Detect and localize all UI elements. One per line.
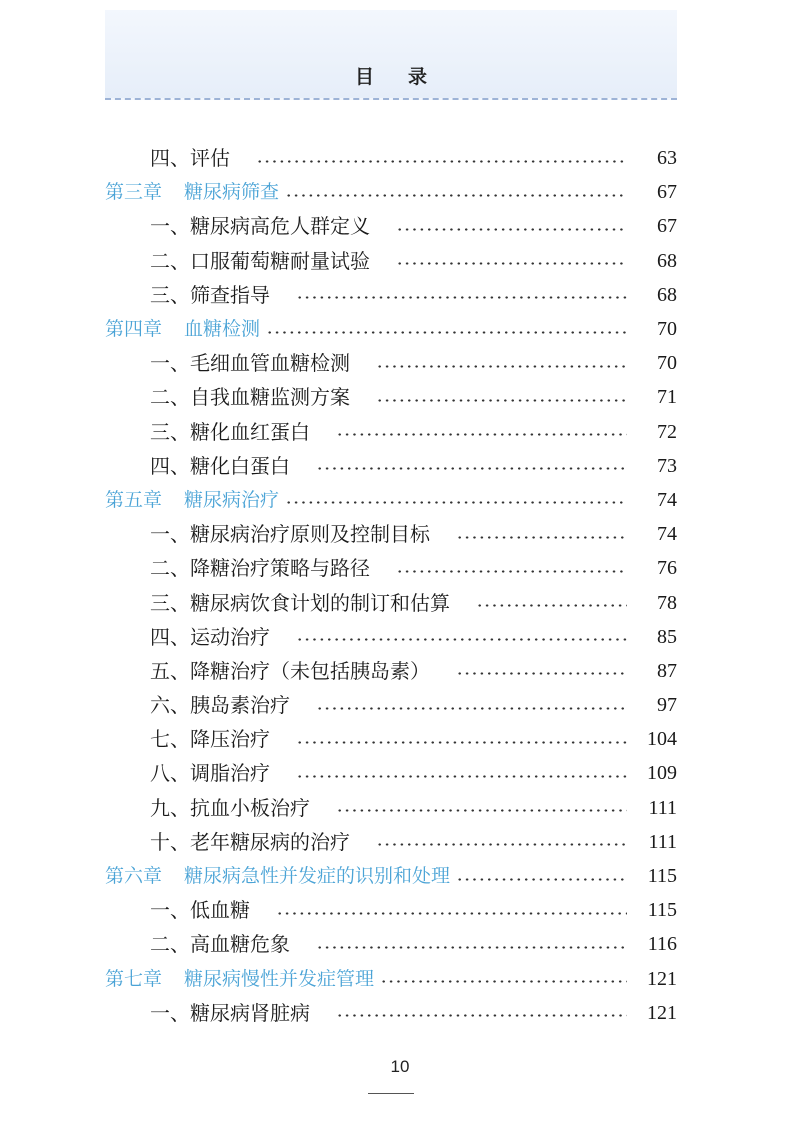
- entry-page-number: 121: [647, 1001, 677, 1024]
- section-title: 八、调脂治疗: [150, 761, 270, 786]
- entry-page-number: 87: [657, 659, 677, 682]
- entry-page-number: 74: [657, 488, 677, 511]
- page-number: 10: [390, 1057, 410, 1076]
- toc-chapter-entry[interactable]: [0, 962, 800, 996]
- entry-page-number: 67: [657, 215, 677, 238]
- dot-leader: [396, 228, 627, 231]
- toc-section-entry[interactable]: [0, 141, 800, 175]
- chapter-number: 第三章: [105, 181, 163, 204]
- entry-page-number: 85: [657, 625, 677, 648]
- section-title: 一、毛细血管血糖检测: [150, 351, 350, 376]
- entry-page-number: 111: [648, 830, 677, 853]
- dot-leader: [376, 843, 627, 846]
- section-title: 九、抗血小板治疗: [150, 795, 310, 820]
- toc-section-entry[interactable]: [0, 756, 800, 790]
- dot-leader: [456, 672, 627, 675]
- table-of-contents: [0, 141, 800, 1030]
- entry-page-number: 68: [657, 283, 677, 306]
- toc-chapter-entry[interactable]: [0, 312, 800, 346]
- toc-section-entry[interactable]: [0, 244, 800, 278]
- toc-section-entry[interactable]: [0, 517, 800, 551]
- toc-chapter-entry[interactable]: [0, 175, 800, 209]
- dot-leader: [316, 707, 627, 710]
- section-title: 三、糖化血红蛋白: [150, 419, 310, 444]
- dot-leader: [396, 570, 627, 573]
- dot-leader: [476, 604, 627, 607]
- chapter-name: 糖尿病急性并发症的识别和处理: [184, 865, 451, 888]
- entry-page-number: 116: [647, 933, 677, 956]
- toc-section-entry[interactable]: [0, 927, 800, 961]
- entry-page-number: 78: [657, 591, 677, 614]
- toc-section-entry[interactable]: [0, 278, 800, 312]
- toc-section-entry[interactable]: [0, 620, 800, 654]
- entry-page-number: 76: [657, 557, 677, 580]
- toc-section-entry[interactable]: [0, 449, 800, 483]
- entry-page-number: 72: [657, 420, 677, 443]
- entry-page-number: 67: [657, 181, 677, 204]
- toc-section-entry[interactable]: [0, 893, 800, 927]
- dot-leader: [456, 878, 627, 881]
- toc-section-entry[interactable]: [0, 585, 800, 619]
- section-title: 五、降糖治疗（未包括胰岛素）: [150, 658, 430, 683]
- toc-section-entry[interactable]: [0, 825, 800, 859]
- dot-leader: [285, 194, 627, 197]
- dot-leader: [456, 536, 627, 539]
- entry-page-number: 63: [657, 147, 677, 170]
- dot-leader: [376, 399, 627, 402]
- section-title: 四、评估: [150, 146, 230, 171]
- dot-leader: [296, 638, 627, 641]
- dot-leader: [396, 262, 627, 265]
- chapter-name: 糖尿病筛查: [184, 181, 280, 204]
- section-title: 七、降压治疗: [150, 727, 270, 752]
- toc-chapter-entry[interactable]: [0, 483, 800, 517]
- section-title: 四、运动治疗: [150, 624, 270, 649]
- entry-page-number: 97: [657, 694, 677, 717]
- chapter-title: [105, 312, 260, 346]
- chapter-number: 第五章: [105, 488, 163, 511]
- section-title: 一、糖尿病治疗原则及控制目标: [150, 522, 430, 547]
- chapter-number: 第六章: [105, 865, 163, 888]
- entry-page-number: 70: [657, 352, 677, 375]
- page-title: [105, 62, 677, 89]
- section-title: 二、高血糖危象: [150, 932, 290, 957]
- footer-rule: [368, 1093, 414, 1094]
- dot-leader: [380, 980, 627, 983]
- toc-header: [105, 10, 677, 100]
- entry-page-number: 109: [647, 762, 677, 785]
- dot-leader: [296, 775, 627, 778]
- toc-section-entry[interactable]: [0, 380, 800, 414]
- section-title: 一、糖尿病高危人群定义: [150, 214, 370, 239]
- section-title: 三、筛查指导: [150, 282, 270, 307]
- toc-section-entry[interactable]: [0, 209, 800, 243]
- dot-leader: [376, 365, 627, 368]
- section-title: 六、胰岛素治疗: [150, 693, 290, 718]
- toc-chapter-entry[interactable]: [0, 859, 800, 893]
- dot-leader: [266, 331, 627, 334]
- dot-leader: [316, 467, 627, 470]
- section-title: 二、口服葡萄糖耐量试验: [150, 248, 370, 273]
- entry-page-number: 115: [647, 899, 677, 922]
- section-title: 一、低血糖: [150, 898, 250, 923]
- dot-leader: [336, 1014, 627, 1017]
- section-title: 四、糖化白蛋白: [150, 453, 290, 478]
- toc-section-entry[interactable]: [0, 551, 800, 585]
- chapter-number: 第四章: [105, 318, 163, 341]
- chapter-name: 血糖检测: [184, 318, 261, 341]
- toc-section-entry[interactable]: [0, 346, 800, 380]
- entry-page-number: 73: [657, 454, 677, 477]
- toc-section-entry[interactable]: [0, 791, 800, 825]
- entry-page-number: 104: [647, 728, 677, 751]
- toc-section-entry[interactable]: [0, 722, 800, 756]
- toc-section-entry[interactable]: [0, 688, 800, 722]
- chapter-title: [105, 962, 374, 996]
- chapter-name: 糖尿病慢性并发症管理: [184, 967, 375, 990]
- dot-leader: [276, 912, 627, 915]
- title-char-left: 目: [354, 66, 374, 88]
- dot-leader: [285, 501, 627, 504]
- dot-leader: [336, 433, 627, 436]
- entry-page-number: 121: [647, 967, 677, 990]
- chapter-number: 第七章: [105, 967, 163, 990]
- dot-leader: [296, 296, 627, 299]
- section-title: 十、老年糖尿病的治疗: [150, 829, 350, 854]
- dot-leader: [316, 946, 627, 949]
- entry-page-number: 70: [657, 318, 677, 341]
- entry-page-number: 115: [647, 865, 677, 888]
- dot-leader: [296, 741, 627, 744]
- section-title: 三、糖尿病饮食计划的制订和估算: [150, 590, 450, 615]
- entry-page-number: 68: [657, 249, 677, 272]
- section-title: 一、糖尿病肾脏病: [150, 1000, 310, 1025]
- chapter-title: [105, 859, 450, 893]
- toc-section-entry[interactable]: [0, 996, 800, 1030]
- chapter-title: [105, 483, 279, 517]
- entry-page-number: 111: [648, 796, 677, 819]
- chapter-title: [105, 175, 279, 209]
- toc-section-entry[interactable]: [0, 654, 800, 688]
- toc-section-entry[interactable]: [0, 415, 800, 449]
- entry-page-number: 71: [657, 386, 677, 409]
- section-title: 二、降糖治疗策略与路径: [150, 556, 370, 581]
- dot-leader: [336, 809, 627, 812]
- chapter-name: 糖尿病治疗: [184, 488, 280, 511]
- title-char-right: 录: [408, 66, 428, 88]
- section-title: 二、自我血糖监测方案: [150, 385, 350, 410]
- dot-leader: [256, 160, 627, 163]
- entry-page-number: 74: [657, 523, 677, 546]
